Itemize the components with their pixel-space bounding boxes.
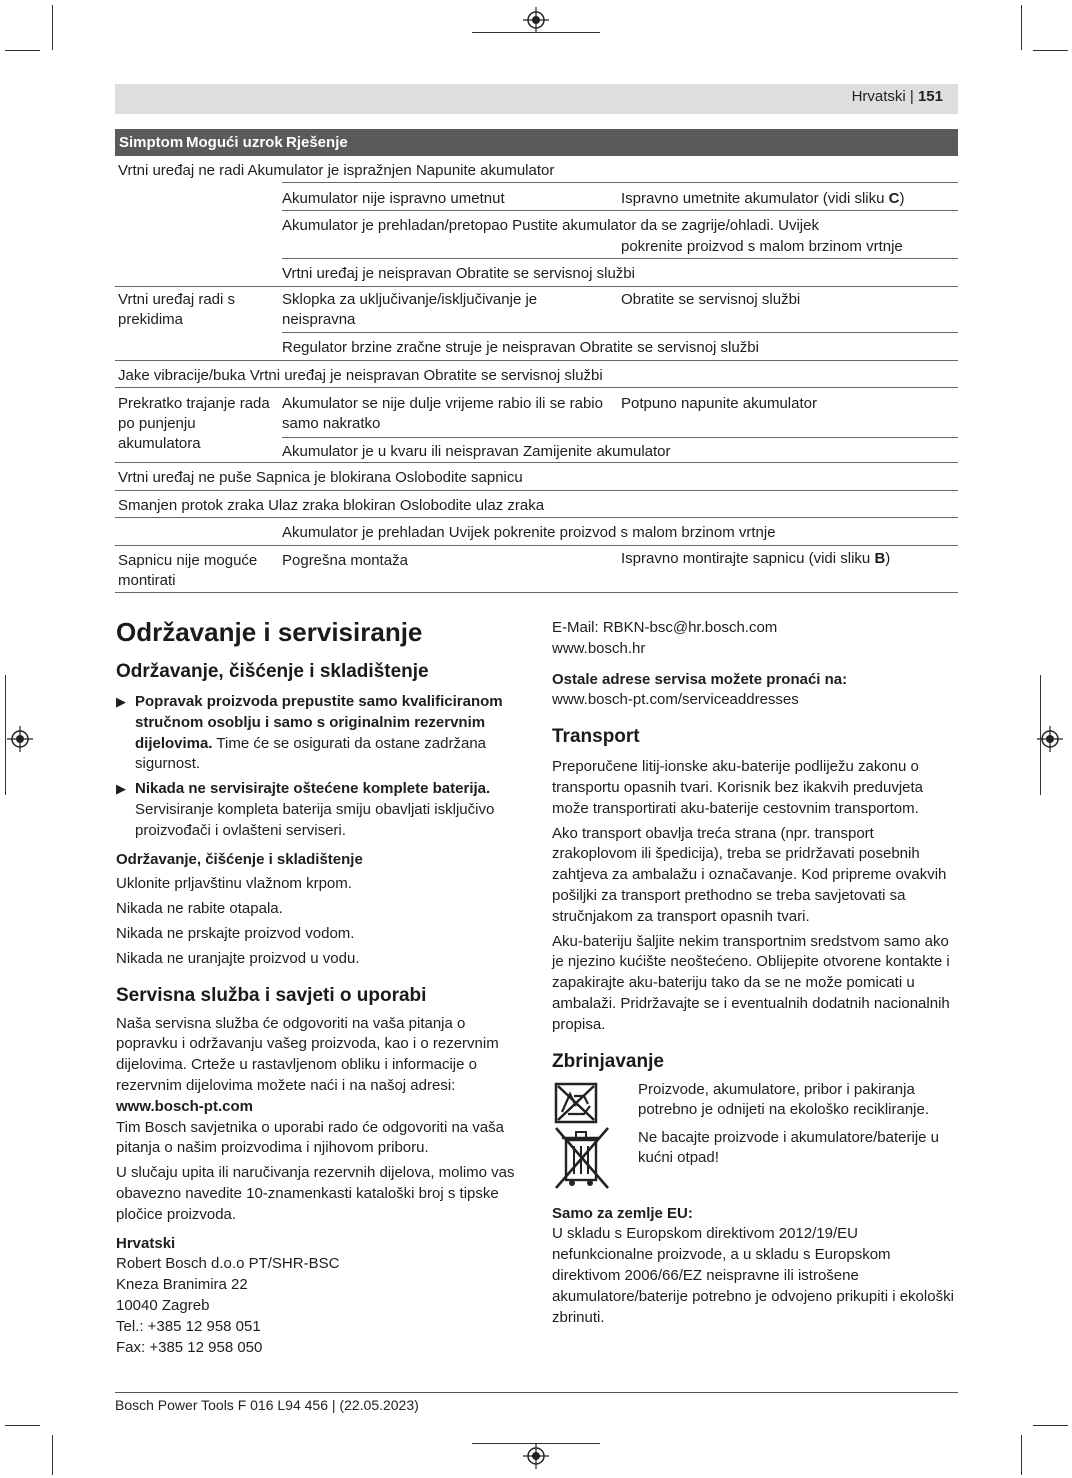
section-title-maintenance: Održavanje i servisiranje <box>116 617 423 647</box>
crop-mark <box>52 5 53 50</box>
table-header <box>115 129 958 156</box>
subheading-maintenance: Održavanje, čišćenje i skladištenje <box>116 661 429 682</box>
table-row: Akumulator je prehladan/pretopao Pustite akumulator da se zagrije/ohladi. Uvijek <box>282 217 819 234</box>
registration-mark-icon <box>1037 726 1063 752</box>
page-number: 151 <box>917 88 943 105</box>
crop-mark <box>52 1435 53 1475</box>
other-addresses-url[interactable]: www.bosch-pt.com/serviceaddresses <box>552 691 799 709</box>
crossed-bin-icon <box>552 1126 612 1190</box>
table-row: Jake vibracije/buka Vrtni uređaj je neispravan Obratite se servisnoj službi <box>118 367 603 384</box>
table-row: Vrtni uređaj ne puše Sapnica je blokirana Oslobodite sapnicu <box>118 469 523 486</box>
disposal-text: Proizvode, akumulatore, pribor i pakiranja potrebno je odnijeti na ekološko recikliranje. <box>638 1080 930 1119</box>
header-language: Hrvatski <box>851 88 906 105</box>
service-text: Naša servisna služba će odgovoriti na vaša pitanja o popravku i održavanju vašeg proizvoda, kao i o rezervnim dijelovima. Crteže u rastavljenom obliku i informacije o rezervnim dijelovima možete naći i na našoj adresi: <box>116 1014 499 1094</box>
address-block: Robert Bosch d.o.o PT/SHR-BSC Kneza Branimira 22 10040 Zagreb Tel.: +385 12 958 051 Fax: +385 12 958 050 <box>116 1255 340 1356</box>
service-url[interactable]: www.bosch-pt.com <box>116 1097 253 1115</box>
crop-mark <box>5 50 40 51</box>
table-row: Smanjen protok zraka Ulaz zraka blokiran Oslobodite ulaz zraka <box>118 497 545 514</box>
footer-divider <box>115 1392 958 1393</box>
bullet-arrow-icon: ▶ <box>116 781 126 797</box>
footer: Bosch Power Tools F 016 L94 456 | (22.05.2023) <box>115 1397 419 1413</box>
crop-mark <box>1033 1425 1068 1426</box>
table-row: Vrtni uređaj ne radi Akumulator je ispražnjen Napunite akumulator <box>118 162 555 179</box>
subheading-care: Održavanje, čišćenje i skladištenje <box>116 850 363 868</box>
crop-mark <box>1033 50 1068 51</box>
transport-text: Aku-bateriju šaljite nekim transportnim sredstvom samo ako je njezino kućište neoštećeno. Oblijepite otvorene kontakte i zapakirajte aku-bateriju tako da se ne može pomicati u ambalaži. Pridržavajte se i eventualnih dodatnih nacionalnih propisa. <box>552 932 950 1033</box>
table-cell: Ispravno montirajte sapnicu (vidi sliku B) <box>621 550 891 567</box>
care-instruction: Nikada ne prskajte proizvod vodom. <box>116 924 355 942</box>
website[interactable]: www.bosch.hr <box>552 639 646 657</box>
list-item: ▶ Popravak proizvoda prepustite samo kvalificiranom stručnom osoblju i samo s originalnim rezervnim dijelovima. Time će se osigurati da ostane zadržana sigurnost. <box>116 693 503 773</box>
table-cell: Vrtni uređaj radi s prekidima <box>118 291 235 328</box>
eu-text: U skladu s Europskom direktivom 2012/19/EU nefunkcionalne proizvode, a u skladu s Europskom direktivom 2006/66/EZ neispravne ili istrošene akumulatore/baterije potrebno je odvojeno prikupiti i ekološki zbrinuti. <box>552 1225 954 1326</box>
subheading-disposal: Zbrinjavanje <box>552 1050 664 1072</box>
table-cell: Sapnicu nije moguće montirati <box>118 552 258 589</box>
crop-mark <box>5 1425 40 1426</box>
header-band <box>115 84 958 114</box>
table-cell: Sklopka za uključivanje/isključivanje je neispravna <box>282 291 538 328</box>
email[interactable]: E-Mail: RBKN-bsc@hr.bosch.com <box>552 619 778 636</box>
table-cell: Pogrešna montaža <box>282 552 408 569</box>
col-header-symptom: Simptom <box>119 134 184 151</box>
table-cell: Prekratko trajanje rada po punjenju akumulatora <box>118 395 270 452</box>
care-instruction: Nikada ne uranjajte proizvod u vodu. <box>116 949 360 967</box>
transport-text: Preporučene litij-ionske aku-baterije podliježu zakonu o transportu opasnih tvari. Korisnik bez ikakvih preduvjeta može transportirati aku-baterije cestovnim transportom. <box>552 758 924 817</box>
subheading-service: Servisna služba i savjeti o uporabi <box>116 984 427 1006</box>
care-instruction: Nikada ne rabite otapala. <box>116 900 283 918</box>
service-text: Tim Bosch savjetnika o uporabi rado će odgovoriti na vaša pitanja o našim proizvodima i njihovom priboru. <box>116 1118 504 1157</box>
other-addresses-label: Ostale adrese servisa možete pronaći na: <box>552 670 848 688</box>
table-cell: Akumulator se nije dulje vrijeme rabio ili se rabio samo nakratko <box>282 395 603 432</box>
table-row: Vrtni uređaj je neispravan Obratite se servisnoj službi <box>282 265 635 282</box>
eu-label: Samo za zemlje EU: <box>552 1204 693 1222</box>
col-header-solution: Rješenje <box>286 134 348 151</box>
crop-mark <box>1021 5 1022 50</box>
crop-mark <box>5 675 6 795</box>
disposal-text: Ne bacajte proizvode i akumulatore/baterije u kućni otpad! <box>638 1128 940 1167</box>
recycle-box-icon <box>554 1082 598 1124</box>
table-cell: pokrenite proizvod s malom brzinom vrtnje <box>621 238 903 255</box>
country-label: Hrvatski <box>116 1234 176 1252</box>
list-item: ▶ Nikada ne servisirajte oštećene komplete baterija. Servisiranje kompleta baterija smiju obavljati isključivo proizvođači i ovlašteni serviseri. <box>116 780 495 839</box>
page-header: Hrvatski | 151 <box>851 88 943 105</box>
table-cell: Potpuno napunite akumulator <box>621 395 817 412</box>
table-cell: Akumulator nije ispravno umetnut <box>282 190 505 207</box>
table-cell: Ispravno umetnite akumulator (vidi sliku C) <box>621 190 905 207</box>
table-row: Akumulator je prehladan Uvijek pokrenite proizvod s malom brzinom vrtnje <box>282 524 776 541</box>
subheading-transport: Transport <box>552 726 640 748</box>
care-instruction: Uklonite prljavštinu vlažnom krpom. <box>116 875 352 893</box>
col-header-cause: Mogući uzrok <box>186 134 283 151</box>
transport-text: Ako transport obavlja treća strana (npr. transport zrakoplovom ili špedicija), treba se pridržavati posebnih zahtjeva za ambalažu i označavanje. Kod pripreme ovakvih pošiljki za transport prethodno se treba savjetovati sa stručnjakom za transport opasnih tvari. <box>552 824 947 925</box>
table-row: Akumulator je u kvaru ili neispravan Zamijenite akumulator <box>282 443 671 460</box>
crop-mark <box>1021 1435 1022 1475</box>
service-text: U slučaju upita ili naručivanja rezervnih dijelova, molimo vas obavezno navedite 10-znamenkasti kataloški broj s tipske pločice proizvoda. <box>116 1164 515 1223</box>
right-column <box>552 618 956 1332</box>
bullet-arrow-icon: ▶ <box>116 694 126 709</box>
table-row: Regulator brzine zračne struje je neispravan Obratite se servisnoj službi <box>282 339 759 356</box>
registration-mark-icon <box>523 1443 549 1469</box>
disposal-block <box>552 1080 956 1204</box>
left-column <box>116 616 520 1358</box>
registration-mark-icon <box>7 726 33 752</box>
registration-mark-icon <box>523 7 549 33</box>
table-cell: Obratite se servisnoj službi <box>621 291 801 308</box>
